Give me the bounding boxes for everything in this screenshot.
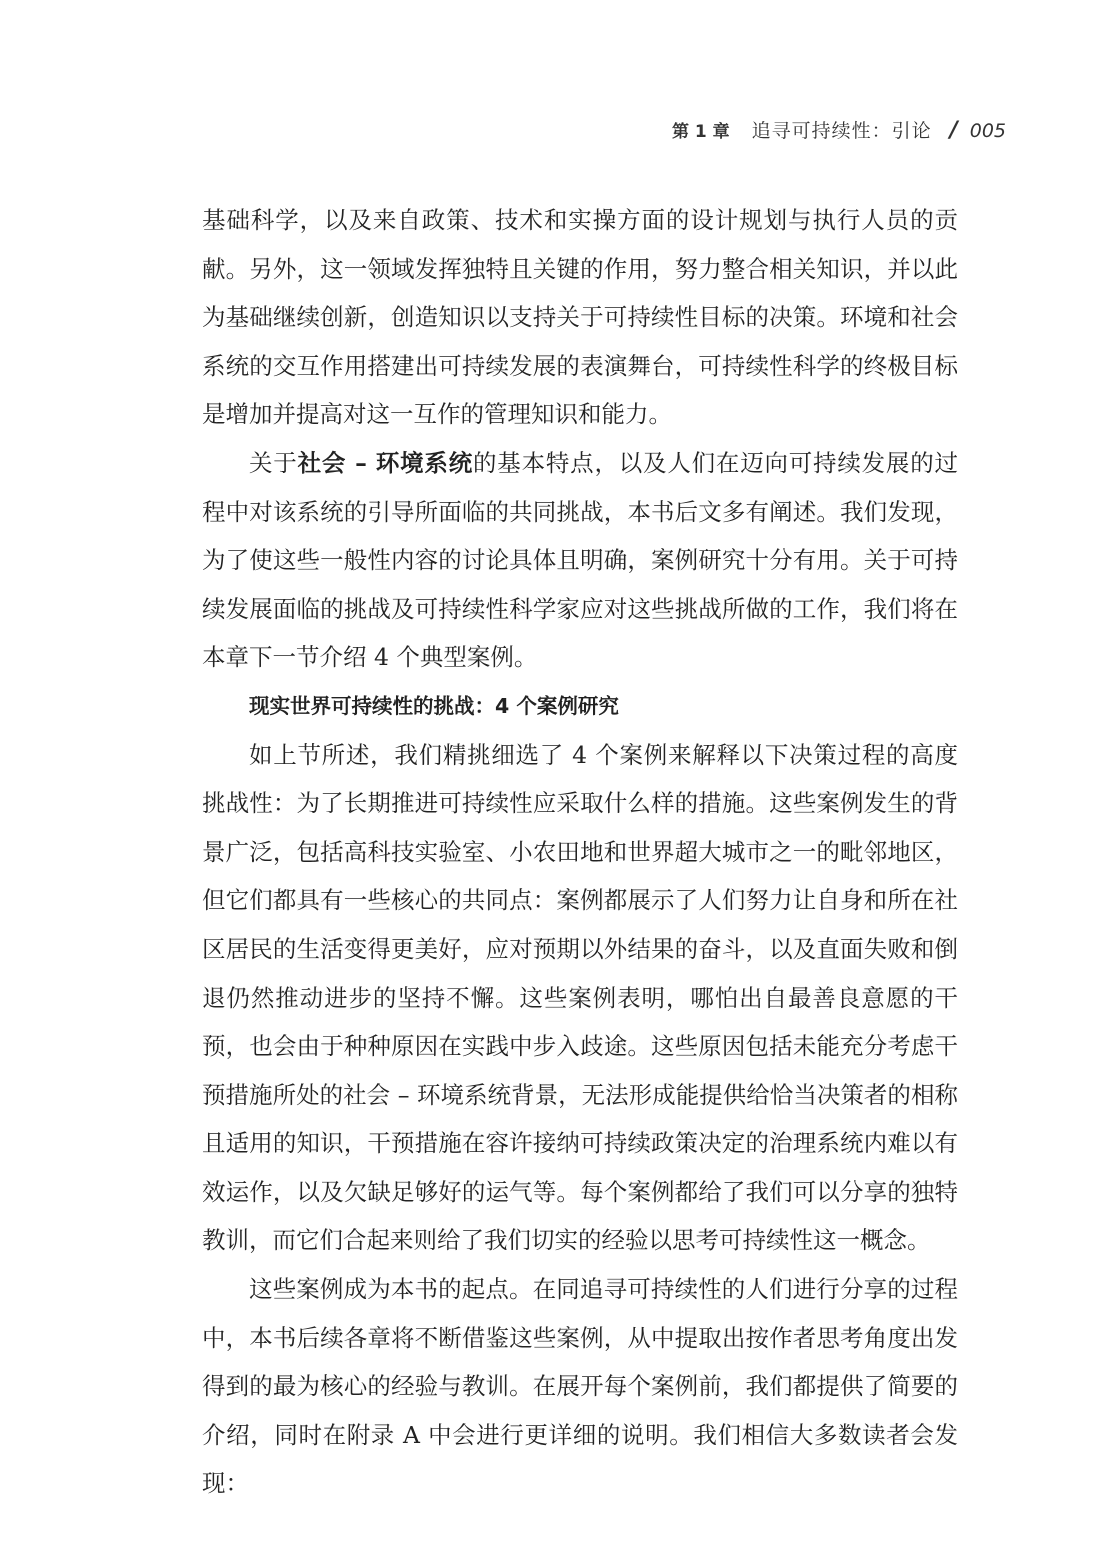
chapter-label: 第 1 章 xyxy=(672,122,730,142)
paragraph-book-start: 这些案例成为本书的起点。在同追寻可持续性的人们进行分享的过程中，本书后续各章将不断借鉴这些案例，从中提取出按作者思考角度出发得到的最为核心的经验与教训。在展开每个案例前，我们都提供了简要的介绍，同时在附录 A 中会进行更详细的说明。我们相信大多数读者会发现： xyxy=(202,1275,958,1498)
chapter-title: 追寻可持续性：引论 xyxy=(751,120,932,142)
key-term: 社会 – 环境系统 xyxy=(297,448,474,477)
running-head xyxy=(672,116,1006,144)
page-number: 005 xyxy=(969,120,1006,142)
running-head-separator: / xyxy=(949,118,958,143)
paragraph-text: 关于 xyxy=(249,448,298,477)
paragraph-text: 的基本特点，以及人们在迈向可持续发展的过程中对该系统的引导所面临的共同挑战，本书后文多有阐述。我们发现，为了使这些一般性内容的讨论具体且明确，案例研究十分有用。关于可持续发展面临的挑战及可持续性科学家应对这些挑战所做的工作，我们将在本章下一节介绍 4 个典型案例。 xyxy=(202,448,959,672)
paragraph-continued: 基础科学，以及来自政策、技术和实操方面的设计规划与执行人员的贡献。另外，这一领域发挥独特且关键的作用，努力整合相关知识，并以此为基础继续创新，创造知识以支持关于可持续性目标的决策。环境和社会系统的交互作用搭建出可持续发展的表演舞台，可持续性科学的终极目标是增加并提高对这一互作的管理知识和能力。 xyxy=(202,206,958,429)
section-heading: 现实世界可持续性的挑战：4 个案例研究 xyxy=(249,693,619,718)
page-body xyxy=(202,196,958,1508)
paragraph-social-environmental-systems xyxy=(202,439,958,682)
paragraph-case-studies: 如上节所述，我们精挑细选了 4 个案例来解释以下决策过程的高度挑战性：为了长期推进可持续性应采取什么样的措施。这些案例发生的背景广泛，包括高科技实验室、小农田地和世界超大城市之一的毗邻地区，但它们都具有一些核心的共同点：案例都展示了人们努力让自身和所在社区居民的生活变得更美好，应对预期以外结果的奋斗，以及直面失败和倒退仍然推动进步的坚持不懈。这些案例表明，哪怕出自最善良意愿的干预，也会由于种种原因在实践中步入歧途。这些原因包括未能充分考虑干预措施所处的社会 – 环境系统背景，无法形成能提供给恰当决策者的相称且适用的知识，干预措施在容许接纳可持续政策决定的治理系统内难以有效运作，以及欠缺足够好的运气等。每个案例都给了我们可以分享的独特教训，而它们合起来则给了我们切实的经验以思考可持续性这一概念。 xyxy=(202,740,958,1255)
